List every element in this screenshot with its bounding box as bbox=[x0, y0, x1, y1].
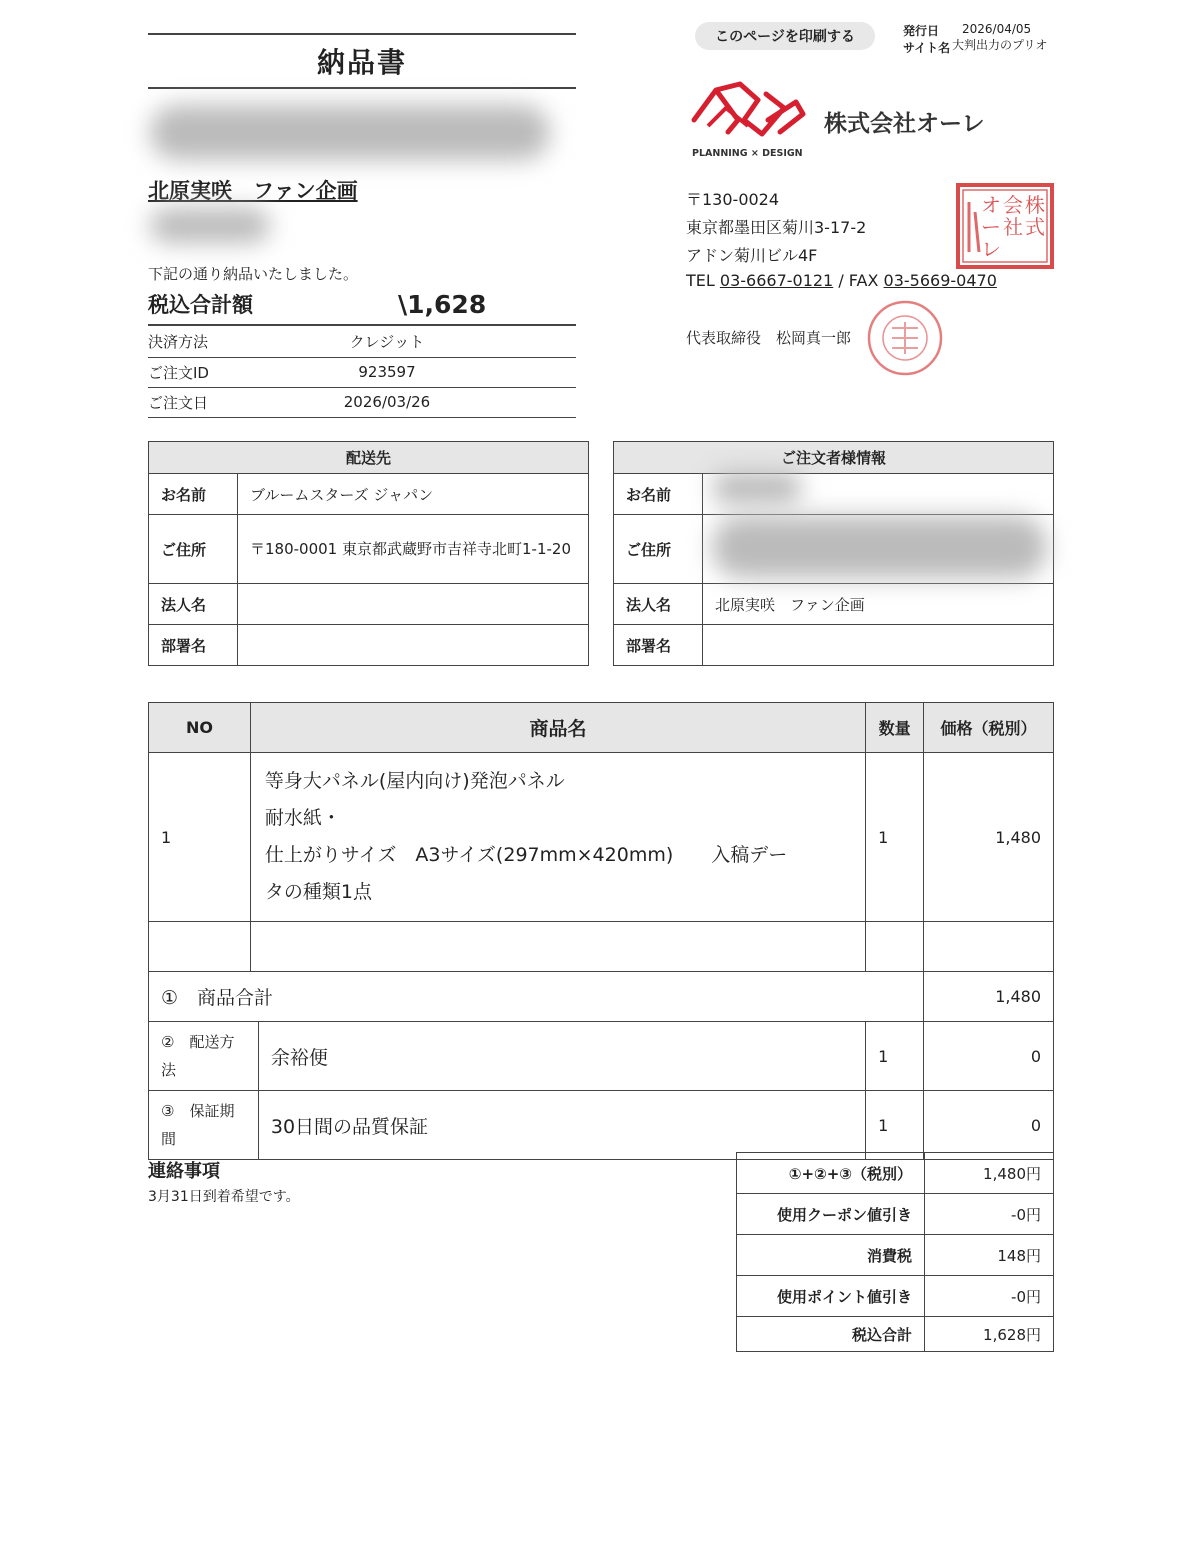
col-no-header: NO bbox=[149, 703, 251, 753]
shipping-label: 部署名 bbox=[149, 625, 238, 666]
info-label: ご注文ID bbox=[148, 357, 288, 387]
customer-value: 北原実咲 ファン企画 bbox=[703, 584, 1054, 625]
tel-label: TEL bbox=[686, 271, 715, 290]
shipping-value: ブルームスターズ ジャパン bbox=[238, 474, 589, 515]
seal-char: 会 bbox=[1003, 193, 1023, 217]
extra-row bbox=[149, 1022, 1054, 1091]
recipient-name: 北原実咲 ファン企画 bbox=[148, 179, 358, 203]
shipping-label: お名前 bbox=[149, 474, 238, 515]
seal-char: ー bbox=[981, 215, 1001, 239]
item-qty: 1 bbox=[866, 753, 924, 922]
representative: 代表取締役 松岡真一郎 bbox=[686, 329, 852, 347]
item-row bbox=[149, 753, 1054, 922]
item-name-line: 仕上がりサイズ A3サイズ(297mm×420mm) 入稿デー bbox=[264, 844, 788, 866]
extra-qty: 1 bbox=[866, 1091, 924, 1160]
summary-value: 148円 bbox=[925, 1235, 1054, 1276]
col-qty-header: 数量 bbox=[866, 703, 924, 753]
extra-price: 0 bbox=[924, 1022, 1054, 1091]
customer-label: ご住所 bbox=[614, 515, 703, 584]
shipping-label: 法人名 bbox=[149, 584, 238, 625]
extra-price: 0 bbox=[924, 1091, 1054, 1160]
item-no: 1 bbox=[149, 753, 251, 922]
subtotal-label: ① 商品合計 bbox=[149, 972, 924, 1022]
fax-link[interactable]: 03-5669-0470 bbox=[883, 271, 997, 290]
redacted-text bbox=[712, 516, 1047, 578]
item-name-line: 等身大パネル(屋内向け)発泡パネル bbox=[264, 770, 565, 792]
redacted-text bbox=[150, 208, 270, 243]
seal-char: オ bbox=[981, 193, 1001, 217]
total-value: \1,628 bbox=[398, 289, 487, 319]
notes-text: 3月31日到着希望です。 bbox=[148, 1189, 300, 1205]
total-label: 税込合計額 bbox=[148, 293, 253, 317]
summary-label: 使用クーポン値引き bbox=[737, 1194, 925, 1235]
seal-char: 株 bbox=[1025, 193, 1045, 217]
customer-label: 部署名 bbox=[614, 625, 703, 666]
seal-char: レ bbox=[981, 237, 1001, 261]
info-label: 決済方法 bbox=[148, 327, 288, 357]
extra-name: 余裕便 bbox=[258, 1022, 865, 1091]
summary-value: 1,480円 bbox=[925, 1153, 1054, 1194]
seal-char: 社 bbox=[1003, 215, 1023, 239]
total-amount-row bbox=[148, 284, 576, 326]
print-page-button[interactable]: このページを印刷する bbox=[695, 22, 875, 50]
summary-row bbox=[737, 1235, 1054, 1276]
extra-qty: 1 bbox=[866, 1022, 924, 1091]
shipping-table bbox=[148, 441, 589, 666]
summary-row bbox=[737, 1194, 1054, 1235]
item-name-line: 耐水紙・ bbox=[264, 807, 341, 829]
tel-link[interactable]: 03-6667-0121 bbox=[719, 271, 834, 290]
representative-seal-icon bbox=[862, 298, 948, 378]
shipping-value bbox=[238, 625, 589, 666]
customer-value bbox=[703, 625, 1054, 666]
company-seal-icon bbox=[955, 182, 1055, 270]
customer-label: お名前 bbox=[614, 474, 703, 515]
extra-label: ② 配送方法 bbox=[149, 1022, 259, 1091]
site-name-label: サイト名 bbox=[903, 41, 951, 55]
summary-table bbox=[736, 1152, 1054, 1352]
info-row bbox=[148, 327, 576, 357]
notes-title: 連絡事項 bbox=[148, 1161, 220, 1182]
company-name: 株式会社オーレ bbox=[824, 111, 985, 137]
info-value: 923597 bbox=[288, 357, 576, 387]
info-value: 2026/03/26 bbox=[288, 387, 576, 417]
document-title: 納品書 bbox=[148, 33, 576, 89]
extra-name: 30日間の品質保証 bbox=[258, 1091, 865, 1160]
empty-item-row bbox=[149, 922, 1054, 972]
meta-labels bbox=[903, 22, 950, 56]
item-price: 1,480 bbox=[924, 753, 1054, 922]
summary-row bbox=[737, 1153, 1054, 1194]
summary-value: -0円 bbox=[925, 1276, 1054, 1317]
company-postal: 〒130-0024 bbox=[686, 190, 780, 209]
summary-row bbox=[737, 1317, 1054, 1352]
order-info-table bbox=[148, 327, 576, 418]
items-table bbox=[148, 702, 1054, 1160]
item-name bbox=[250, 753, 865, 922]
subtotal-value: 1,480 bbox=[924, 972, 1054, 1022]
site-name: 大判出力のプリオ bbox=[952, 38, 1048, 52]
issue-date-label: 発行日 bbox=[903, 24, 940, 38]
col-name-header: 商品名 bbox=[250, 703, 865, 753]
company-address1: 東京都墨田区菊川3-17-2 bbox=[686, 218, 867, 237]
shipping-value: 〒180-0001 東京都武蔵野市吉祥寺北町1-1-20 bbox=[238, 515, 589, 584]
shipping-label: ご住所 bbox=[149, 515, 238, 584]
info-label: ご注文日 bbox=[148, 387, 288, 417]
col-price-header: 価格（税別） bbox=[924, 703, 1054, 753]
summary-row bbox=[737, 1276, 1054, 1317]
intro-text: 下記の通り納品いたしました。 bbox=[148, 265, 359, 283]
seal-char: 式 bbox=[1025, 215, 1045, 239]
customer-header: ご注文者様情報 bbox=[614, 442, 1054, 474]
shipping-value bbox=[238, 584, 589, 625]
company-logo-icon bbox=[688, 80, 808, 160]
extra-row bbox=[149, 1091, 1054, 1160]
logo-tagline: PLANNING × DESIGN bbox=[692, 148, 803, 159]
redacted-text bbox=[150, 105, 550, 160]
company-address2: アドン菊川ビル4F bbox=[686, 246, 818, 265]
summary-value: 1,628円 bbox=[925, 1317, 1054, 1352]
info-row bbox=[148, 357, 576, 387]
meta-values bbox=[952, 22, 1048, 53]
summary-label: ①+②+③（税別） bbox=[737, 1153, 925, 1194]
summary-label: 税込合計 bbox=[737, 1317, 925, 1352]
info-row bbox=[148, 387, 576, 417]
issue-date: 2026/04/05 bbox=[962, 22, 1032, 36]
company-contact bbox=[686, 271, 997, 290]
summary-label: 使用ポイント値引き bbox=[737, 1276, 925, 1317]
fax-label: / FAX bbox=[838, 271, 879, 290]
redacted-text bbox=[712, 472, 802, 504]
item-name-line: タの種類1点 bbox=[264, 881, 372, 903]
summary-value: -0円 bbox=[925, 1194, 1054, 1235]
summary-label: 消費税 bbox=[737, 1235, 925, 1276]
info-value: クレジット bbox=[288, 327, 576, 357]
extra-label: ③ 保証期間 bbox=[149, 1091, 259, 1160]
customer-label: 法人名 bbox=[614, 584, 703, 625]
shipping-header: 配送先 bbox=[149, 442, 589, 474]
subtotal-row bbox=[149, 972, 1054, 1022]
